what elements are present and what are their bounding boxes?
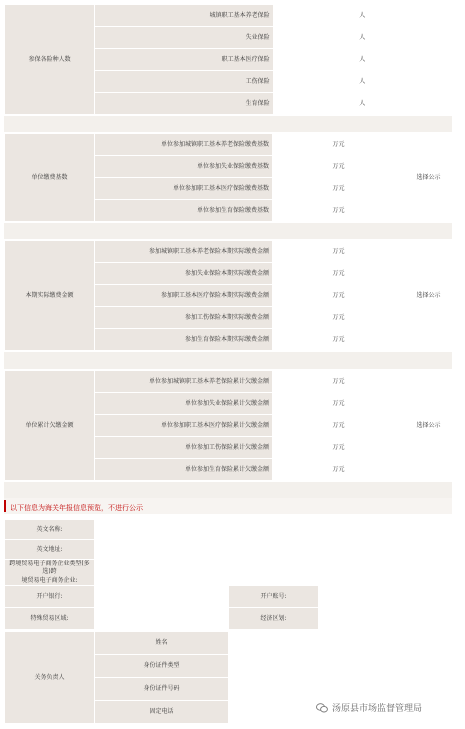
arrears-row-label: 单位参加工伤保险累计欠缴金额: [95, 437, 273, 459]
customs-contact-group-label: 关务负责人: [5, 632, 95, 724]
paid-group-label: 本期实际缴费金额: [5, 241, 95, 351]
customs-table: [4, 519, 453, 630]
economic-zone-value[interactable]: [319, 608, 453, 630]
base-row-label: 单位参加生育保险缴费基数: [95, 200, 273, 222]
insured-group-label: 参保各险种人数: [5, 5, 95, 115]
base-row-unit[interactable]: 万元: [273, 200, 405, 222]
base-row-unit[interactable]: 万元: [273, 134, 405, 156]
arrears-row-unit[interactable]: 万元: [273, 415, 405, 437]
special-zone-value[interactable]: [95, 608, 229, 630]
watermark: [316, 701, 422, 714]
section-separator: [4, 352, 452, 369]
special-zone-label: 特殊贸易区域:: [5, 608, 95, 630]
customs-contact-field-value[interactable]: [229, 632, 453, 655]
bank-value[interactable]: [95, 586, 229, 608]
economic-zone-label: 经济区划:: [229, 608, 319, 630]
english-name-value[interactable]: [95, 520, 453, 540]
account-value[interactable]: [319, 586, 453, 608]
customs-contact-field-label: 身份证件类型: [95, 655, 229, 678]
paid-table: [4, 240, 453, 351]
insured-row-unit[interactable]: 人: [273, 93, 451, 115]
arrears-row-unit[interactable]: 万元: [273, 393, 405, 415]
customs-contact-field-label: 身份证件号码: [95, 678, 229, 701]
insured-row-unit[interactable]: 人: [273, 49, 451, 71]
arrears-table: [4, 370, 453, 481]
paid-row-label: 参加职工基本医疗保险本期实际缴费金额: [95, 285, 273, 307]
paid-row-unit[interactable]: 万元: [273, 285, 405, 307]
paid-row-unit[interactable]: 万元: [273, 263, 405, 285]
paid-row-unit[interactable]: 万元: [273, 329, 405, 351]
notice-text: 以下信息为海关年报信息预览，不进行公示: [10, 504, 143, 512]
ecommerce-type-value[interactable]: [95, 560, 453, 586]
english-name-label: 英文名称:: [5, 520, 95, 540]
customs-contact-field-label: 姓名: [95, 632, 229, 655]
base-choice[interactable]: 选择公示: [405, 134, 453, 222]
insured-row-label: 职工基本医疗保险: [95, 49, 273, 71]
paid-row-label: 参加生育保险本期实际缴费金额: [95, 329, 273, 351]
insured-row-unit[interactable]: 人: [273, 27, 451, 49]
insured-row-label: 失业保险: [95, 27, 273, 49]
paid-row-label: 参加工伤保险本期实际缴费金额: [95, 307, 273, 329]
arrears-row-unit[interactable]: 万元: [273, 371, 405, 393]
insured-row-label: 城镇职工基本养老保险: [95, 5, 273, 27]
base-table: [4, 133, 453, 222]
insured-row-label: 工伤保险: [95, 71, 273, 93]
customs-contact-field-label: 固定电话: [95, 701, 229, 724]
notice-marker: [4, 500, 6, 512]
paid-row-label: 参加失业保险本期实际缴费金额: [95, 263, 273, 285]
section-separator: [4, 482, 452, 498]
arrears-group-label: 单位累计欠缴金额: [5, 371, 95, 481]
paid-row-label: 参加城镇职工基本养老保险本期实际缴费金额: [95, 241, 273, 263]
ecommerce-type-label-line: 跨境贸易电子商务企业类型(多选)跨: [9, 560, 90, 576]
arrears-row-unit[interactable]: 万元: [273, 459, 405, 481]
base-row-label: 单位参加职工基本医疗保险缴费基数: [95, 178, 273, 200]
section-separator: [4, 116, 452, 132]
base-row-label: 单位参加城镇职工基本养老保险缴费基数: [95, 134, 273, 156]
customs-contact-field-value[interactable]: [229, 678, 453, 701]
ecommerce-type-label-line: 境贸易电子商务企业:: [21, 576, 78, 584]
insured-row-label: 生育保险: [95, 93, 273, 115]
arrears-choice[interactable]: 选择公示: [405, 371, 453, 481]
wechat-icon: [316, 703, 328, 713]
insured-row-unit[interactable]: 人: [273, 5, 451, 27]
paid-row-unit[interactable]: 万元: [273, 241, 405, 263]
arrears-row-label: 单位参加生育保险累计欠缴金额: [95, 459, 273, 481]
base-row-label: 单位参加失业保险缴费基数: [95, 156, 273, 178]
notice-bar: [4, 498, 452, 514]
paid-choice[interactable]: 选择公示: [405, 241, 453, 351]
arrears-row-label: 单位参加城镇职工基本养老保险累计欠缴金额: [95, 371, 273, 393]
section-separator: [4, 223, 452, 239]
arrears-row-label: 单位参加职工基本医疗保险累计欠缴金额: [95, 415, 273, 437]
insured-row-unit[interactable]: 人: [273, 71, 451, 93]
base-row-unit[interactable]: 万元: [273, 178, 405, 200]
arrears-row-unit[interactable]: 万元: [273, 437, 405, 459]
watermark-text: 汤原县市场监督管理局: [332, 704, 423, 714]
customs-contact-field-value[interactable]: [229, 655, 453, 678]
paid-row-unit[interactable]: 万元: [273, 307, 405, 329]
ecommerce-type-label: [5, 560, 95, 586]
base-group-label: 单位缴费基数: [5, 134, 95, 222]
insured-table: [4, 4, 452, 115]
account-label: 开户账号:: [229, 586, 319, 608]
english-address-value[interactable]: [95, 540, 453, 560]
arrears-row-label: 单位参加失业保险累计欠缴金额: [95, 393, 273, 415]
base-row-unit[interactable]: 万元: [273, 156, 405, 178]
english-address-label: 英文地址:: [5, 540, 95, 560]
bank-label: 开户银行:: [5, 586, 95, 608]
